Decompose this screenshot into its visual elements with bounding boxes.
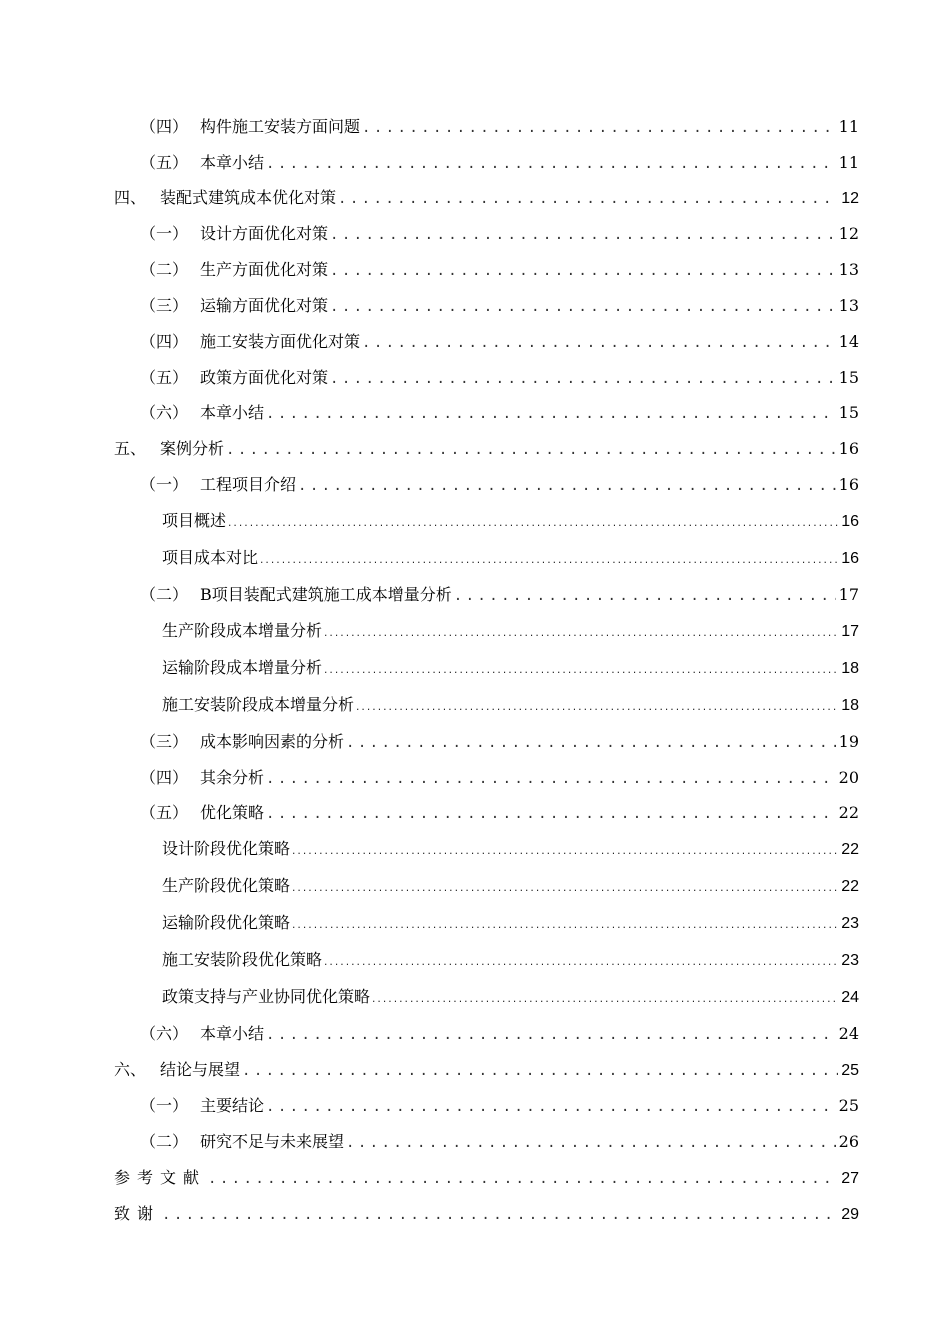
toc-entry-title: 结论与展望 — [160, 1060, 241, 1079]
toc-entry[interactable] — [114, 439, 859, 461]
toc-entry[interactable] — [162, 987, 859, 1009]
toc-page-number: 24 — [838, 1024, 859, 1043]
toc-page-number: 22 — [838, 803, 859, 822]
toc-entry-number: （三） — [140, 296, 189, 315]
toc-entry[interactable] — [162, 839, 859, 861]
toc-page-number: 16 — [841, 550, 859, 567]
toc-entry[interactable] — [162, 548, 859, 570]
toc-entry-number: （五） — [140, 803, 189, 822]
toc-entry[interactable] — [162, 511, 859, 533]
toc-dot-leader — [346, 1133, 836, 1153]
toc-page-number: 15 — [838, 368, 859, 387]
toc-entry[interactable] — [140, 368, 859, 390]
toc-entry-title: 致谢 — [114, 1204, 161, 1223]
toc-entry-title: 施工安装阶段优化策略 — [162, 950, 323, 969]
toc-dot-leader — [323, 661, 839, 681]
toc-entry-title: 设计方面优化对策 — [200, 224, 329, 243]
toc-page-number: 24 — [841, 989, 859, 1006]
toc-entry-title: 案例分析 — [160, 439, 225, 458]
toc-entry[interactable] — [162, 621, 859, 643]
toc-entry[interactable] — [140, 403, 859, 425]
toc-entry-title: 生产阶段优化策略 — [162, 876, 291, 895]
toc-dot-leader — [330, 369, 836, 389]
toc-dot-leader — [291, 916, 839, 936]
toc-entry[interactable] — [162, 950, 859, 972]
toc-page-number: 23 — [841, 952, 859, 969]
toc-page-number: 22 — [841, 878, 859, 895]
toc-entry-title: 成本影响因素的分析 — [200, 732, 345, 751]
toc-entry[interactable] — [162, 695, 859, 717]
toc-entry[interactable] — [114, 1204, 859, 1226]
toc-entry[interactable] — [140, 332, 859, 354]
toc-page-number: 11 — [838, 153, 859, 172]
toc-entry-number: （二） — [140, 1132, 189, 1151]
toc-entry-title: 生产阶段成本增量分析 — [162, 621, 323, 640]
toc-dot-leader — [330, 261, 836, 281]
toc-entry-number: 四、 — [114, 188, 147, 207]
toc-entry[interactable] — [140, 475, 859, 497]
toc-page-number: 12 — [841, 190, 859, 207]
toc-entry-number: （一） — [140, 1096, 189, 1115]
toc-entry[interactable] — [140, 732, 859, 754]
toc-entry-number: 六、 — [114, 1060, 147, 1079]
toc-entry-title: 运输阶段优化策略 — [162, 913, 291, 932]
toc-entry-number: （五） — [140, 368, 189, 387]
toc-entry[interactable] — [140, 153, 859, 175]
toc-entry-number: （四） — [140, 768, 189, 787]
toc-dot-leader — [362, 118, 836, 138]
toc-page-number: 13 — [838, 296, 859, 315]
toc-entry[interactable] — [140, 1132, 859, 1154]
toc-entry-title: 项目概述 — [162, 511, 227, 530]
toc-dot-leader — [266, 1097, 836, 1117]
toc-page-number: 15 — [838, 403, 859, 422]
toc-page-number: 20 — [838, 768, 859, 787]
toc-entry-title: 项目成本对比 — [162, 548, 259, 567]
toc-entry[interactable] — [140, 260, 859, 282]
toc-entry-number: （三） — [140, 732, 189, 751]
toc-entry-number: （六） — [140, 1024, 189, 1043]
toc-dot-leader — [355, 698, 839, 718]
toc-entry-title: 政策支持与产业协同优化策略 — [162, 987, 371, 1006]
toc-entry-title: 工程项目介绍 — [200, 475, 297, 494]
toc-dot-leader — [226, 440, 836, 460]
toc-page-number: 18 — [841, 697, 859, 714]
toc-dot-leader — [266, 769, 836, 789]
toc-entry-title: 装配式建筑成本优化对策 — [160, 188, 337, 207]
toc-entry-title: 本章小结 — [200, 153, 265, 172]
toc-page-number: 16 — [838, 439, 859, 458]
toc-entry-title: 施工安装阶段成本增量分析 — [162, 695, 355, 714]
toc-dot-leader — [298, 476, 836, 496]
toc-dot-leader — [338, 189, 838, 209]
toc-dot-leader — [266, 1025, 836, 1045]
toc-dot-leader — [346, 733, 836, 753]
toc-entry-title: 生产方面优化对策 — [200, 260, 329, 279]
toc-entry-number: 五、 — [114, 439, 147, 458]
toc-page-number: 22 — [841, 841, 859, 858]
toc-page-number: 18 — [841, 660, 859, 677]
toc-entry-number: （四） — [140, 332, 189, 351]
toc-entry-number: （五） — [140, 153, 189, 172]
toc-entry-title: 本章小结 — [200, 1024, 265, 1043]
toc-entry-title: 设计阶段优化策略 — [162, 839, 291, 858]
toc-page-number: 12 — [838, 224, 859, 243]
toc-page-number: 25 — [838, 1096, 859, 1115]
toc-dot-leader — [291, 879, 839, 899]
toc-entry[interactable] — [162, 658, 859, 680]
toc-page-number: 14 — [838, 332, 859, 351]
toc-entry[interactable] — [114, 1168, 859, 1190]
toc-dot-leader — [454, 586, 836, 606]
toc-dot-leader — [330, 297, 836, 317]
toc-dot-leader — [162, 1205, 838, 1225]
toc-entry-number: （二） — [140, 585, 189, 604]
toc-dot-leader — [362, 333, 836, 353]
toc-page-number: 11 — [838, 117, 859, 136]
toc-dot-leader — [208, 1169, 838, 1189]
toc-entry[interactable] — [114, 1060, 859, 1082]
toc-entry[interactable] — [162, 913, 859, 935]
toc-entry[interactable] — [140, 1096, 859, 1118]
toc-page-number: 29 — [841, 1206, 859, 1223]
toc-entry-title: 优化策略 — [200, 803, 265, 822]
toc-entry[interactable] — [140, 296, 859, 318]
toc-dot-leader — [242, 1061, 838, 1081]
toc-page-number: 26 — [838, 1132, 859, 1151]
toc-entry-number: （六） — [140, 403, 189, 422]
toc-dot-leader — [323, 624, 839, 644]
toc-entry-number: （一） — [140, 475, 189, 494]
toc-page-number: 19 — [838, 732, 859, 751]
toc-entry[interactable] — [140, 117, 859, 139]
toc-dot-leader — [266, 804, 836, 824]
toc-entry-title: 其余分析 — [200, 768, 265, 787]
toc-dot-leader — [266, 154, 836, 174]
toc-page-number: 27 — [841, 1170, 859, 1187]
toc-entry-title: 构件施工安装方面问题 — [200, 117, 361, 136]
toc-dot-leader — [330, 225, 836, 245]
toc-entry-title: 研究不足与未来展望 — [200, 1132, 345, 1151]
toc-page-number: 17 — [838, 585, 859, 604]
toc-entry[interactable] — [162, 876, 859, 898]
toc-entry-number: （四） — [140, 117, 189, 136]
toc-entry-title: 政策方面优化对策 — [200, 368, 329, 387]
toc-entry[interactable] — [140, 803, 859, 825]
toc-dot-leader — [291, 842, 839, 862]
toc-entry-title: 本章小结 — [200, 403, 265, 422]
toc-page-number: 17 — [841, 623, 859, 640]
toc-entry-number: （一） — [140, 224, 189, 243]
toc-entry-title: 运输阶段成本增量分析 — [162, 658, 323, 677]
toc-entry-title: 主要结论 — [200, 1096, 265, 1115]
toc-entry-number: （二） — [140, 260, 189, 279]
toc-page-number: 16 — [841, 513, 859, 530]
toc-dot-leader — [227, 514, 839, 534]
toc-page-number: 13 — [838, 260, 859, 279]
toc-page-number: 16 — [838, 475, 859, 494]
toc-page-number: 23 — [841, 915, 859, 932]
toc-page-number: 25 — [841, 1062, 859, 1079]
toc-dot-leader — [323, 953, 839, 973]
toc-entry[interactable] — [140, 1024, 859, 1046]
toc-entry-title: 施工安装方面优化对策 — [200, 332, 361, 351]
toc-entry-title: 运输方面优化对策 — [200, 296, 329, 315]
toc-entry[interactable] — [140, 585, 859, 607]
toc-entry-title: 参考文献 — [114, 1168, 207, 1187]
toc-entry[interactable] — [140, 224, 859, 246]
toc-entry[interactable] — [140, 768, 859, 790]
toc-entry-title: B项目装配式建筑施工成本增量分析 — [200, 585, 452, 604]
toc-dot-leader — [266, 404, 836, 424]
toc-dot-leader — [259, 551, 839, 571]
toc-dot-leader — [371, 990, 839, 1010]
toc-entry[interactable] — [114, 188, 859, 210]
